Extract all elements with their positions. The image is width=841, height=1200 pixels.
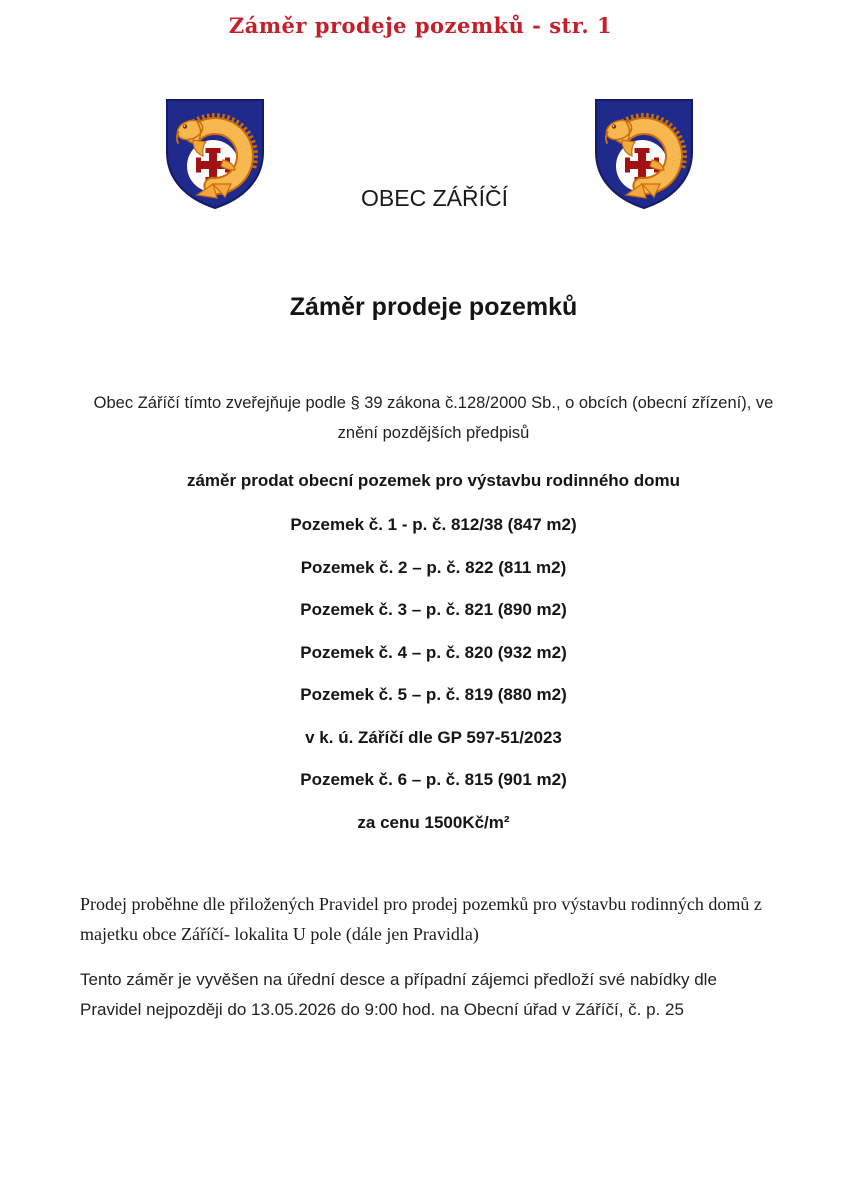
page-title: Záměr prodeje pozemků - str. 1 bbox=[228, 13, 613, 38]
plot-line-3: Pozemek č. 3 – p. č. 821 (890 m2) bbox=[300, 600, 567, 619]
intent-line: záměr prodat obecní pozemek pro výstavbu rodinného domu bbox=[186, 471, 681, 490]
document-title: Záměr prodeje pozemků bbox=[289, 293, 578, 321]
plot-list bbox=[0, 514, 841, 833]
intro-paragraph: Obec Záříčí tímto zveřejňuje podle § 39 zákona č.128/2000 Sb., o obcích (obecní zřízení), ve znění pozdějších předpisů bbox=[93, 394, 774, 442]
plot-line-4: Pozemek č. 4 – p. č. 820 (932 m2) bbox=[300, 642, 567, 662]
plot-line-2: Pozemek č. 2 – p. č. 822 (811 m2) bbox=[300, 557, 567, 577]
rules-paragraph: Prodej proběhne dle přiložených Pravidel pro prodej pozemků pro výstavbu rodinných domů z majetku obce Záříčí- lokalita U pole (dále jen Pravidla) bbox=[80, 893, 762, 944]
header-row bbox=[0, 96, 841, 212]
plot-line-1: Pozemek č. 1 - p. č. 812/38 (847 m2) bbox=[290, 515, 577, 534]
plot-line-6: Pozemek č. 6 – p. č. 815 (901 m2) bbox=[300, 770, 567, 789]
price-line: za cenu 1500Kč/m² bbox=[357, 812, 510, 832]
municipality-name: OBEC ZÁŘÍČÍ bbox=[361, 185, 508, 211]
coat-of-arms-icon bbox=[592, 96, 696, 212]
plot-line-5: Pozemek č. 5 – p. č. 819 (880 m2) bbox=[300, 685, 567, 704]
cadastral-reference-line: v k. ú. Záříčí dle GP 597-51/2023 bbox=[305, 727, 562, 747]
submission-paragraph: Tento záměr je vyvěšen na úřední desce a případní zájemci předloží své nabídky dle Pravidel nejpozději do 13.05.2026 do 9:00 hod. na Obecní úřad v Záříčí, č. p. 25 bbox=[80, 969, 717, 1019]
